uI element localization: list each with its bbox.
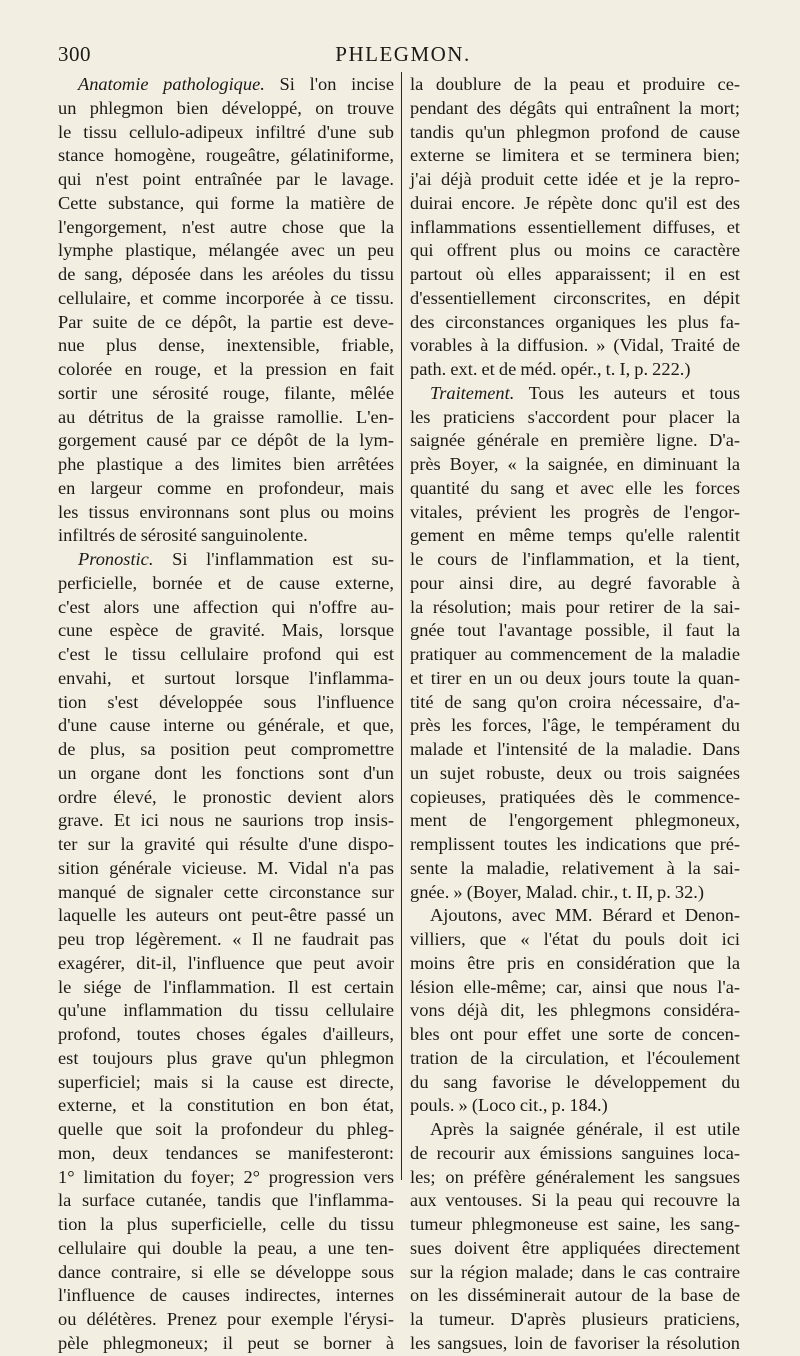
text-line: de recourir aux émissions sanguines loca- xyxy=(410,1142,740,1163)
text-line: tration de la circulation, et l'écoulement xyxy=(410,1047,740,1068)
text-line: ou délétères. Prenez pour exemple l'érysi- xyxy=(58,1309,394,1329)
text-line: les tissus environnans sont plus ou moins xyxy=(58,501,394,522)
text-line: sortir une sérosité rouge, filante, mêlée xyxy=(58,382,394,403)
column-divider xyxy=(401,72,402,1180)
text-line: j'ai déjà produit cette idée et je la repro- xyxy=(410,169,740,189)
text-line: sente la maladie, relativement à la sai- xyxy=(410,857,740,878)
text-line: le tissu cellulo-adipeux infiltré d'une sub xyxy=(58,121,394,142)
text-line: ordre élevé, le pronostic devient alors xyxy=(58,786,394,807)
text-line: superficiel; mais si la cause est directe, xyxy=(58,1071,394,1092)
text-line: au détritus de la graisse ramollie. L'en- xyxy=(58,406,394,427)
text-line: un phlegmon bien développé, on trouve xyxy=(58,97,394,118)
text-line: pouls. » (Loco cit., p. 184.) xyxy=(410,1095,608,1116)
text-line: cune espèce de gravité. Mais, lorsque xyxy=(58,620,394,641)
text-line: Ajoutons, avec MM. Bérard et Denon- xyxy=(430,905,740,926)
text-line: ment de l'engorgement phlegmoneux, xyxy=(410,810,740,831)
page-header xyxy=(58,42,748,74)
section-heading: Traitement. xyxy=(430,382,515,403)
text-line: quelle que soit la profondeur du phleg- xyxy=(58,1119,394,1139)
text-line: path. ext. et de méd. opér., t. I, p. 222.) xyxy=(410,359,691,379)
text-line: infiltrés de sérosité sanguinolente. xyxy=(58,525,308,546)
text-line: du sang favorise le développement du xyxy=(410,1071,740,1092)
text-line: Pronostic. Si l'inflammation est su- xyxy=(78,549,394,569)
text-line: stance homogène, rougeâtre, gélatiniforme, xyxy=(58,145,394,166)
text-line: la doublure de la peau et produire ce- xyxy=(410,74,740,94)
text-line: copieuses, pratiquées dès le commence- xyxy=(410,786,740,807)
text-line: les; on préfère généralement les sangsues xyxy=(410,1166,740,1187)
text-line: peu trop légèrement. « Il ne faudrait pas xyxy=(58,929,394,949)
text-line: Anatomie pathologique. Si l'on incise xyxy=(78,74,395,94)
text-line: d'une cause interne ou générale, et que, xyxy=(58,715,394,736)
text-line: le siége de l'inflammation. Il est certain xyxy=(58,976,394,997)
text-line: des circonstances organiques les plus fa- xyxy=(410,311,740,332)
text-line: gorgement causé par ce dépôt de la lym- xyxy=(58,430,394,451)
text-line: en largeur comme en profondeur, mais xyxy=(58,477,394,498)
text-line: qui offrent plus ou moins ce caractère xyxy=(410,240,740,261)
text-line: Cette substance, qui forme la matière de xyxy=(58,192,394,213)
text-line: pendant des dégâts qui entraînent la mort; xyxy=(410,97,740,118)
text-line: 1° limitation du foyer; 2° progression vers xyxy=(58,1166,394,1187)
text-line: c'est alors une affection qui n'offre au- xyxy=(58,596,394,617)
text-line: le cours de l'inflammation, et la tient, xyxy=(410,549,740,569)
text-line: tumeur phlegmoneuse est saine, les sang- xyxy=(410,1214,740,1234)
text-line: Après la saignée générale, il est utile xyxy=(430,1119,740,1139)
text-line: tion s'est développée sous l'influence xyxy=(58,691,394,712)
text-line: bles ont pour effet une sorte de concen- xyxy=(410,1024,740,1044)
text-line: l'engorgement, n'est autre chose que la xyxy=(58,216,394,237)
text-line: envahi, et surtout lorsque l'inflamma- xyxy=(58,667,394,688)
text-line: la tumeur. D'après plusieurs praticiens, xyxy=(410,1309,740,1329)
text-line: pèle phlegmoneux; il peut se borner à xyxy=(58,1332,394,1353)
text-line: sur la région malade; dans le cas contraire xyxy=(410,1261,740,1282)
text-line: externe, et la constitution en bon état, xyxy=(58,1095,394,1116)
text-line: aux ventouses. Si la peau qui recouvre la xyxy=(410,1190,740,1211)
text-line: pour ainsi dire, au degré favorable à xyxy=(410,572,740,593)
text-line: Traitement. Tous les auteurs et tous xyxy=(430,382,740,403)
text-line: vorables à la diffusion. » (Vidal, Traité de xyxy=(410,335,740,356)
text-line: manqué de signaler cette circonstance sur xyxy=(58,881,394,902)
text-line: grave. Et ici nous ne saurions trop insis- xyxy=(58,810,394,831)
text-line: malade et l'intensité de la maladie. Dans xyxy=(410,739,740,759)
text-line: un sujet robuste, deux ou trois saignées xyxy=(410,762,740,783)
text-line: moins être pris en considération que la xyxy=(410,952,740,973)
text-line: colorée en rouge, et la pression en fait xyxy=(58,359,394,379)
text-line: profond, toutes choses égales d'ailleurs, xyxy=(58,1024,394,1044)
text-line: quantité du sang et avec elle les forces xyxy=(410,477,740,498)
text-line: près les forces, l'âge, le tempérament du xyxy=(410,715,740,736)
text-line: de plus, sa position peut compromettre xyxy=(58,739,394,759)
text-line: pratiquer au commencement de la maladie xyxy=(410,644,740,664)
text-line: saignée générale en première ligne. D'a- xyxy=(410,430,740,451)
text-line: lésion elle-même; car, ainsi que nous l'a- xyxy=(410,976,740,997)
running-title: PHLEGMON. xyxy=(335,42,471,66)
text-line: gnée tout l'avantage possible, il faut la xyxy=(410,620,740,641)
text-line: villiers, que « l'état du pouls doit ici xyxy=(410,929,740,949)
text-line: nue plus dense, inextensible, friable, xyxy=(58,335,394,356)
text-line: de sang, déposée dans les aréoles du tissu xyxy=(58,264,394,284)
left-column xyxy=(58,73,394,1356)
text-line: duirai encore. Je répète donc qu'il est des xyxy=(410,192,740,213)
text-line: remplissent toutes les indications que pré- xyxy=(410,834,740,854)
text-line: les praticiens s'accordent pour placer la xyxy=(410,406,740,427)
text-line: est toujours plus grave qu'un phlegmon xyxy=(58,1047,394,1068)
text-line: cellulaire, et comme incorporée à ce tissu. xyxy=(58,287,394,308)
text-line: d'essentiellement circonscrites, en dépit xyxy=(410,287,740,308)
text-line: vitales, prévient les progrès de l'engor- xyxy=(410,501,740,522)
text-line: cellulaire qui double la peau, a une ten- xyxy=(58,1237,394,1258)
text-line: sues doivent être appliquées directement xyxy=(410,1237,740,1258)
text-line: un organe dont les fonctions sont d'un xyxy=(58,762,394,783)
section-heading: Anatomie pathologique. xyxy=(78,74,265,94)
right-column xyxy=(410,73,740,1356)
text-line: la surface cutanée, tandis que l'inflamma- xyxy=(58,1190,394,1211)
text-line: partout où elles apparaissent; il en est xyxy=(410,264,740,284)
text-line: c'est le tissu cellulaire profond qui est xyxy=(58,644,394,664)
text-line: on les disséminerait autour de la base de xyxy=(410,1285,740,1306)
text-line: la résolution; mais pour retirer de la sai- xyxy=(410,596,740,617)
text-line: tandis qu'un phlegmon profond de cause xyxy=(410,121,740,142)
text-line: vons déjà dit, les phlegmons considéra- xyxy=(410,1000,740,1021)
text-line: tité de sang qu'on croira nécessaire, d'a- xyxy=(410,691,740,712)
section-heading: Pronostic. xyxy=(78,549,154,569)
text-line: laquelle les auteurs ont peut-être passé un xyxy=(58,905,394,926)
text-line: près Boyer, « la saignée, en diminuant la xyxy=(410,454,740,474)
text-line: externe se limitera et se terminera bien; xyxy=(410,145,740,166)
text-line: qu'une inflammation du tissu cellulaire xyxy=(58,1000,394,1021)
text-line: tion la plus superficielle, celle du tissu xyxy=(58,1214,394,1234)
text-line: lymphe plastique, mélangée avec un peu xyxy=(58,240,394,261)
text-line: sition générale vicieuse. M. Vidal n'a pas xyxy=(58,857,394,878)
text-line: ter sur la gravité qui résulte d'une dispo- xyxy=(58,834,394,854)
text-line: Par suite de ce dépôt, la partie est deve- xyxy=(58,311,394,332)
text-line: perficielle, bornée et de cause externe, xyxy=(58,572,394,593)
text-line: mon, deux tendances se manifesteront: xyxy=(58,1142,394,1163)
text-line: gnée. » (Boyer, Malad. chir., t. II, p. 32.) xyxy=(410,881,705,902)
text-line: inflammations essentiellement diffuses, et xyxy=(410,216,740,237)
text-line: dance contraire, si elle se développe sous xyxy=(58,1261,394,1282)
text-line: gement en même temps qu'elle ralentit xyxy=(410,525,740,546)
text-line: l'influence de causes indirectes, internes xyxy=(58,1285,394,1306)
text-line: phe plastique a des limites bien arrêtées xyxy=(58,454,394,474)
text-line: exagérer, dit-il, l'influence que peut avoir xyxy=(58,952,394,973)
page-number: 300 xyxy=(58,42,91,66)
text-line: qui n'est point entraînée par le lavage. xyxy=(58,169,394,189)
text-line: les sangsues, loin de favoriser la résolution xyxy=(410,1332,740,1353)
text-line: et tirer en un ou deux jours toute la quan- xyxy=(410,667,740,688)
